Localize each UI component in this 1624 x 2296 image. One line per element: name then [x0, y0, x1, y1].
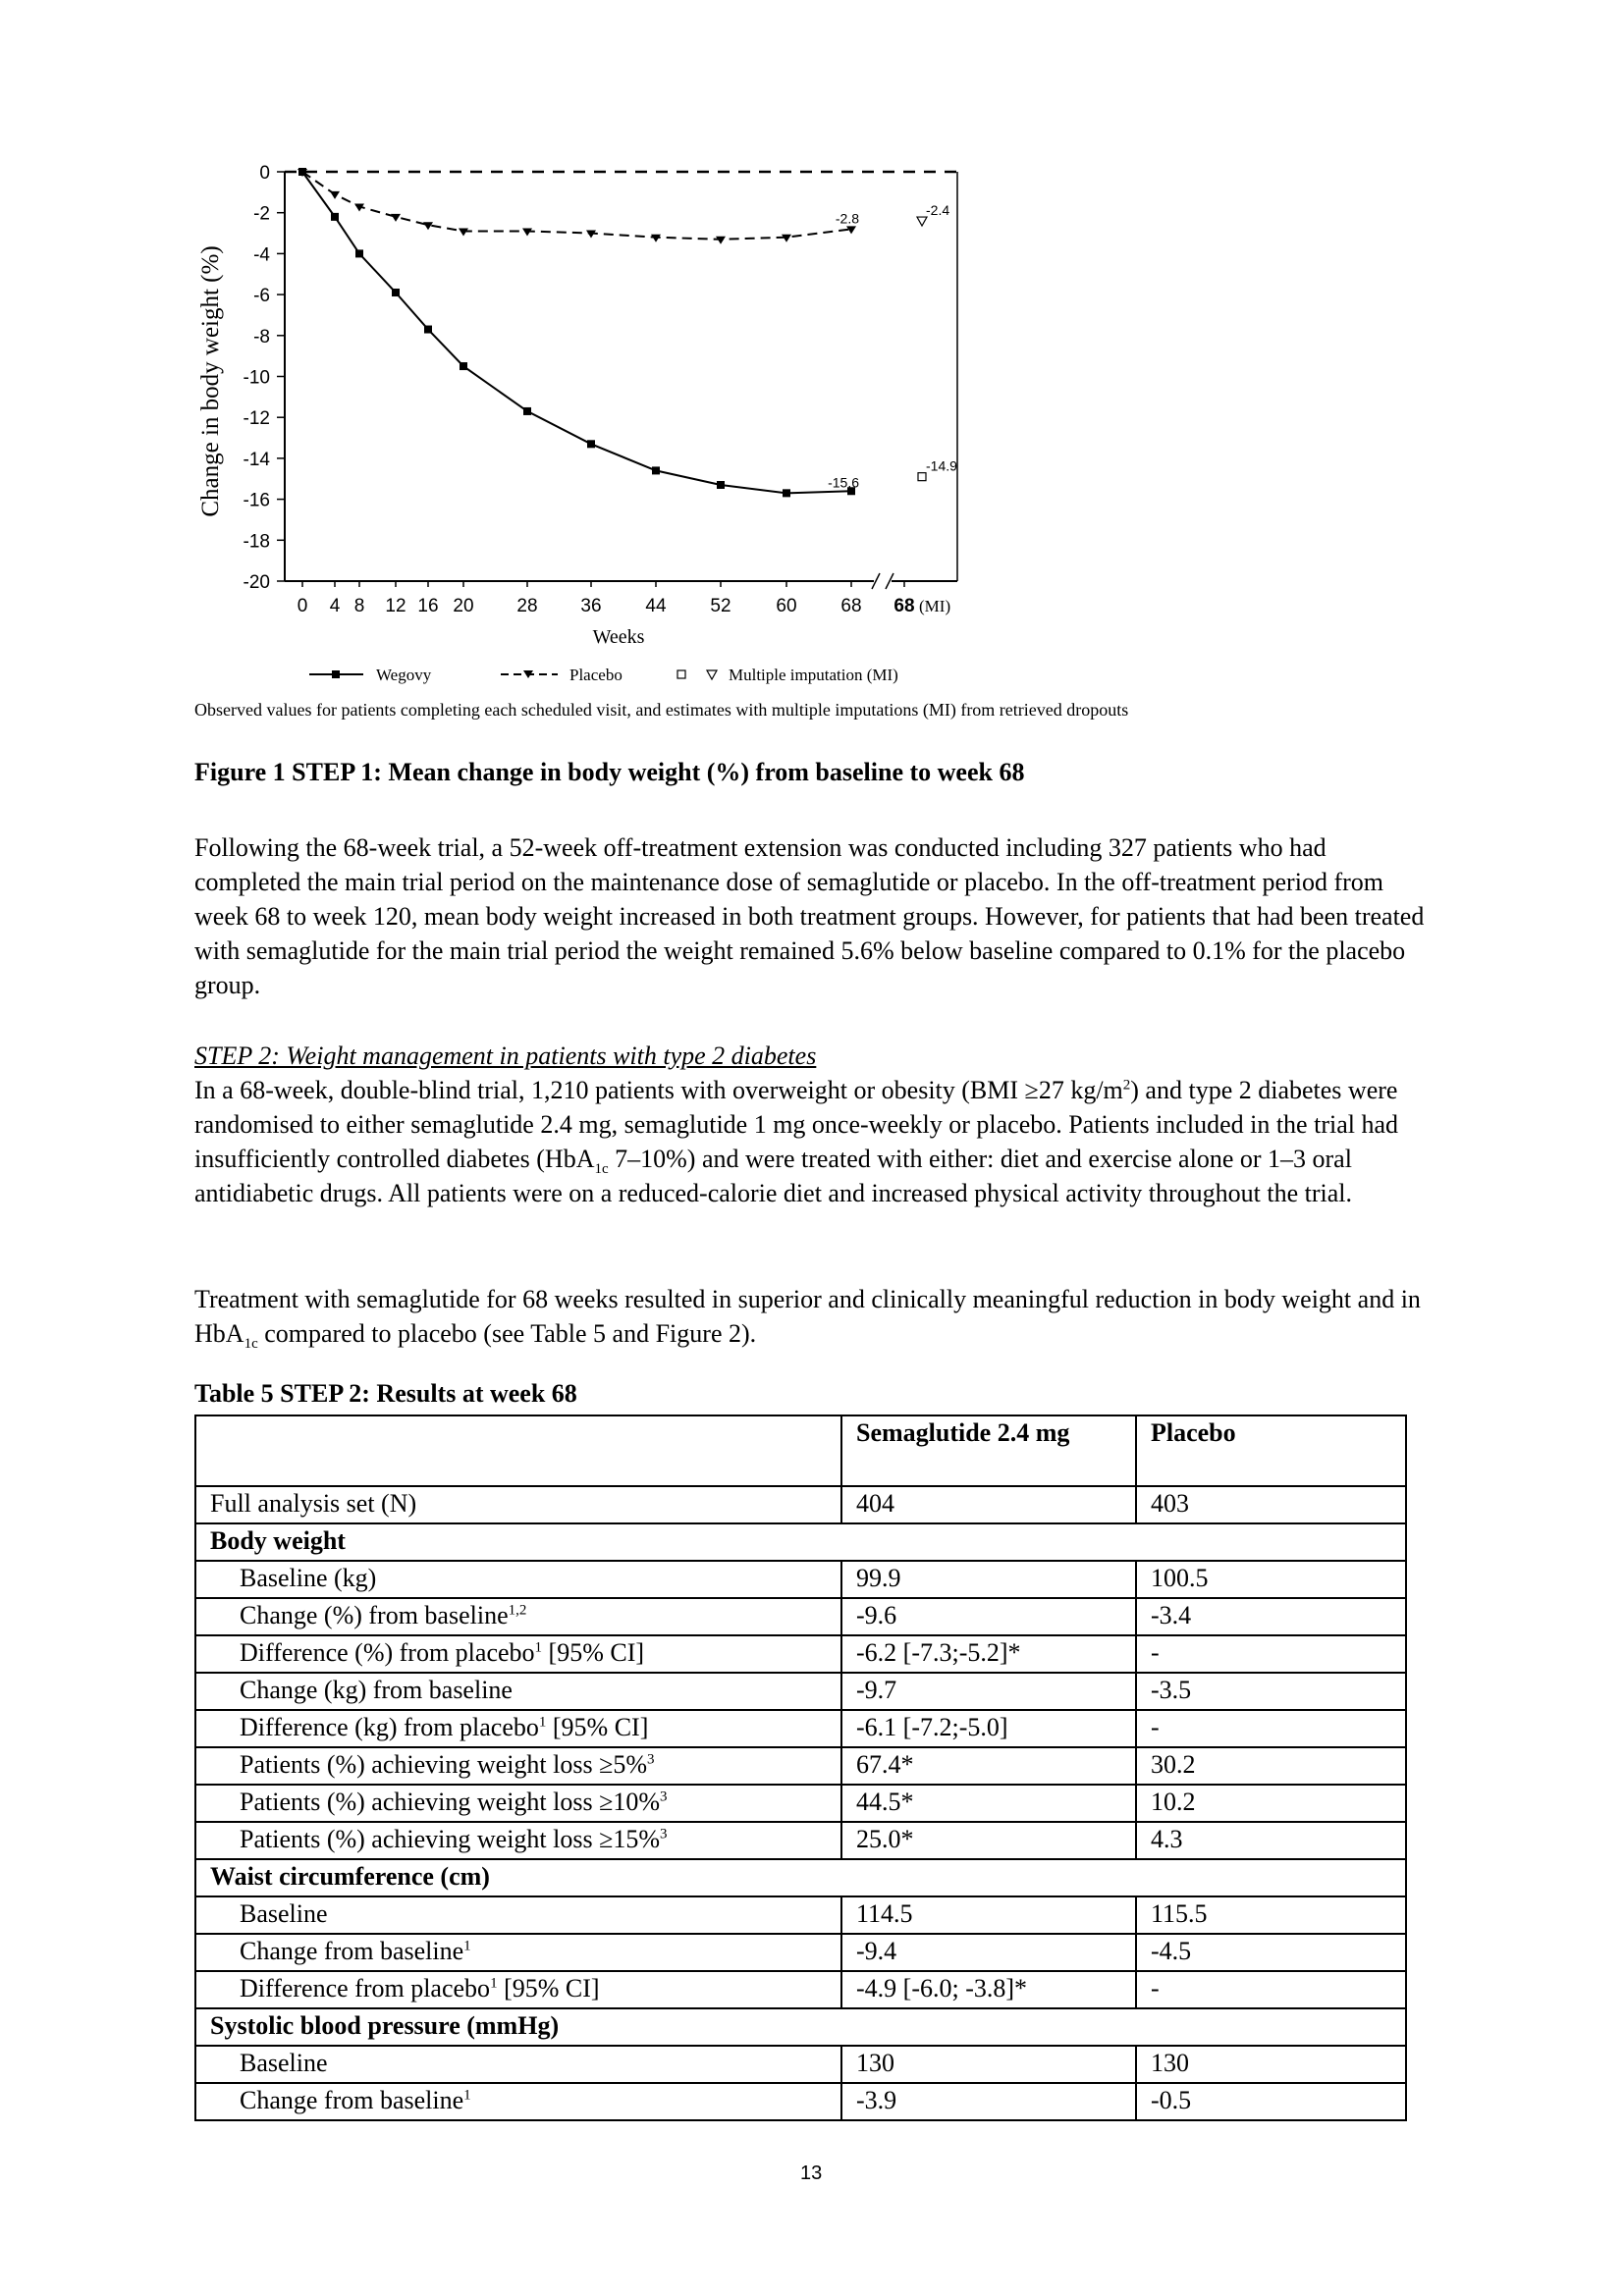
wegovy-point	[523, 407, 531, 415]
placebo-value: -	[1136, 1710, 1406, 1747]
placebo-mi-point	[917, 217, 927, 226]
table-row	[195, 1561, 1406, 1598]
placebo-value: -4.5	[1136, 1934, 1406, 1971]
x-tick-label: 60	[776, 596, 797, 616]
legend-wegovy-marker	[332, 670, 340, 678]
semaglutide-value: 44.5*	[841, 1785, 1136, 1822]
semaglutide-value: -4.9 [-6.0; -3.8]*	[841, 1971, 1136, 2008]
table-row	[195, 1934, 1406, 1971]
row-label: Difference (%) from placebo$^1$ [95% CI]	[195, 1635, 841, 1673]
placebo-value: 4.3	[1136, 1822, 1406, 1859]
table-row	[195, 1971, 1406, 2008]
row-label: Change from baseline$^1$	[195, 1934, 841, 1971]
placebo-value: -3.5	[1136, 1673, 1406, 1710]
mi-value-label: -14.9	[926, 457, 957, 474]
semaglutide-value: 130	[841, 2046, 1136, 2083]
legend-wegovy-label: Wegovy	[376, 666, 432, 684]
y-tick-label: -16	[243, 490, 270, 511]
y-tick-label: -14	[243, 449, 270, 470]
series-end-label: -2.8	[835, 210, 859, 227]
placebo-value: 100.5	[1136, 1561, 1406, 1598]
paragraph-extension	[194, 830, 1432, 1002]
semaglutide-value: 25.0*	[841, 1822, 1136, 1859]
wegovy-point	[424, 326, 432, 334]
semaglutide-value: -9.7	[841, 1673, 1136, 1710]
wegovy-point	[460, 362, 467, 370]
table-section-row	[195, 2008, 1406, 2046]
step2-description: In a 68-week, double-blind trial, 1,210 patients with overweight or obesity (BMI ≥27 $kg/m^2$) and type 2 diabetes were randomised to either semaglutide 2.4 mg, semaglutide 1 mg once-weekly or placebo. Patients included in the trial had insufficiently controlled diabetes (HbA$_{1c}$ 7–10%) and were treated with either: diet and exercise alone or 1–3 oral antidiabetic drugs. All patients were on a reduced-calorie diet and increased physical activity throughout the trial.	[194, 1076, 1398, 1207]
row-label: Change from baseline$^1$	[195, 2083, 841, 2120]
table-row	[195, 1673, 1406, 1710]
y-tick-label: -18	[243, 531, 270, 553]
row-label: Difference from placebo$^1$ [95% CI]	[195, 1971, 841, 2008]
wegovy-point	[355, 249, 363, 257]
placebo-value: -	[1136, 1635, 1406, 1673]
x-tick-label: 44	[645, 596, 667, 616]
placebo-point	[330, 191, 340, 199]
table-row	[195, 1598, 1406, 1635]
row-label: Difference (kg) from placebo$^1$ [95% CI]	[195, 1710, 841, 1747]
table-section-row	[195, 1859, 1406, 1896]
body-weight-line-chart	[187, 147, 992, 697]
header-cell: Semaglutide 2.4 mg	[841, 1415, 1136, 1486]
results-table	[194, 1415, 1407, 2121]
row-label: Change (kg) from baseline	[195, 1673, 841, 1710]
y-tick-label: -4	[253, 244, 270, 266]
paragraph-extension-text: Following the 68-week trial, a 52-week off-treatment extension was conducted including 327 patients who had completed the main trial period on the maintenance dose of semaglutide or placebo. In the off-treatment period from week 68 to week 120, mean body weight increased in both treatment groups. However, for patients that had been treated with semaglutide for the main trial period the weight remained 5.6% below baseline compared to 0.1% for the placebo group.	[194, 833, 1425, 999]
x-tick-label: 28	[516, 596, 538, 616]
table-row	[195, 1822, 1406, 1859]
table-row	[195, 2046, 1406, 2083]
y-tick-label: -10	[243, 367, 270, 389]
placebo-value: -3.4	[1136, 1598, 1406, 1635]
row-label: Baseline (kg)	[195, 1561, 841, 1598]
row-label: Baseline	[195, 1896, 841, 1934]
y-tick-label: -2	[253, 203, 270, 225]
table-row	[195, 1710, 1406, 1747]
x-tick-label: 68	[840, 596, 862, 616]
section-label: Body weight	[195, 1523, 1406, 1561]
table-title: Table 5 STEP 2: Results at week 68	[194, 1379, 577, 1408]
x-tick-label: 16	[417, 596, 439, 616]
y-axis-title: Change in body weight (%)	[197, 245, 224, 517]
x-tick-label: 4	[329, 596, 341, 616]
x-tick-label: 68	[893, 596, 915, 616]
x-tick-mi-suffix: (MI)	[919, 597, 951, 615]
legend-placebo-label: Placebo	[569, 666, 623, 684]
x-tick-label: 52	[710, 596, 731, 616]
semaglutide-value: 67.4*	[841, 1747, 1136, 1785]
wegovy-point	[392, 289, 400, 296]
row-label: Full analysis set (N)	[195, 1486, 841, 1523]
semaglutide-value: 99.9	[841, 1561, 1136, 1598]
placebo-value: 130	[1136, 2046, 1406, 2083]
legend-mi-square	[677, 670, 685, 678]
placebo-point	[716, 237, 726, 244]
x-tick-label: 0	[297, 596, 308, 616]
y-tick-label: -6	[253, 286, 270, 307]
row-label: Patients (%) achieving weight loss ≥15%$^3$	[195, 1822, 841, 1859]
x-tick-label: 20	[453, 596, 474, 616]
row-label: Patients (%) achieving weight loss ≥5%$^3$	[195, 1747, 841, 1785]
table-row	[195, 1635, 1406, 1673]
wegovy-mi-point	[918, 473, 926, 481]
semaglutide-value: 404	[841, 1486, 1136, 1523]
placebo-point	[391, 214, 401, 222]
y-tick-label: 0	[259, 163, 270, 184]
semaglutide-value: 114.5	[841, 1896, 1136, 1934]
series-line-wegovy	[302, 172, 851, 493]
paragraph-treatment	[194, 1282, 1432, 1351]
wegovy-point	[783, 489, 790, 497]
page-number: 13	[800, 2163, 823, 2184]
x-axis-title: Weeks	[592, 626, 645, 648]
placebo-value: 30.2	[1136, 1747, 1406, 1785]
table-header-row	[195, 1415, 1406, 1486]
table-row	[195, 1747, 1406, 1785]
table-section-row	[195, 1523, 1406, 1561]
chart-note: Observed values for patients completing each scheduled visit, and estimates with multiple imputations (MI) from retrieved dropouts	[194, 700, 1129, 720]
section-label: Waist circumference (cm)	[195, 1859, 1406, 1896]
semaglutide-value: -9.6	[841, 1598, 1136, 1635]
legend-mi-triangle	[707, 670, 717, 679]
series-end-label: -15.6	[828, 474, 859, 491]
placebo-value: -	[1136, 1971, 1406, 2008]
x-tick-label: 12	[385, 596, 406, 616]
x-tick-label: 36	[580, 596, 602, 616]
y-tick-label: -8	[253, 326, 270, 347]
table-row	[195, 1896, 1406, 1934]
y-tick-label: -20	[243, 572, 270, 593]
table-row	[195, 1486, 1406, 1523]
placebo-value: 10.2	[1136, 1785, 1406, 1822]
section-label: Systolic blood pressure (mmHg)	[195, 2008, 1406, 2046]
row-label: Patients (%) achieving weight loss ≥10%$^3$	[195, 1785, 841, 1822]
mi-value-label: -2.4	[926, 202, 950, 219]
wegovy-point	[717, 481, 725, 489]
wegovy-point	[587, 440, 595, 448]
semaglutide-value: -3.9	[841, 2083, 1136, 2120]
paragraph-step2	[194, 1039, 1432, 1210]
row-label: Baseline	[195, 2046, 841, 2083]
table-row	[195, 1785, 1406, 1822]
header-cell	[195, 1415, 841, 1486]
wegovy-point	[652, 466, 660, 474]
y-tick-label: -12	[243, 408, 270, 430]
step2-heading: STEP 2: Weight management in patients with type 2 diabetes	[194, 1041, 817, 1070]
treatment-text: Treatment with semaglutide for 68 weeks resulted in superior and clinically meaningful reduction in body weight and in HbA$_{1c}$ compared to placebo (see Table 5 and Figure 2).	[194, 1285, 1421, 1353]
figure-caption: Figure 1 STEP 1: Mean change in body weight (%) from baseline to week 68	[194, 758, 1025, 786]
wegovy-point	[331, 213, 339, 221]
table-row	[195, 2083, 1406, 2120]
semaglutide-value: -9.4	[841, 1934, 1136, 1971]
placebo-value: -0.5	[1136, 2083, 1406, 2120]
semaglutide-value: -6.2 [-7.3;-5.2]*	[841, 1635, 1136, 1673]
x-tick-label: 8	[353, 596, 365, 616]
placebo-value: 403	[1136, 1486, 1406, 1523]
placebo-value: 115.5	[1136, 1896, 1406, 1934]
header-cell: Placebo	[1136, 1415, 1406, 1486]
series-line-placebo	[302, 172, 851, 240]
legend-mi-label: Multiple imputation (MI)	[729, 666, 898, 684]
semaglutide-value: -6.1 [-7.2;-5.0]	[841, 1710, 1136, 1747]
row-label: Change (%) from baseline$^{1,2}$	[195, 1598, 841, 1635]
